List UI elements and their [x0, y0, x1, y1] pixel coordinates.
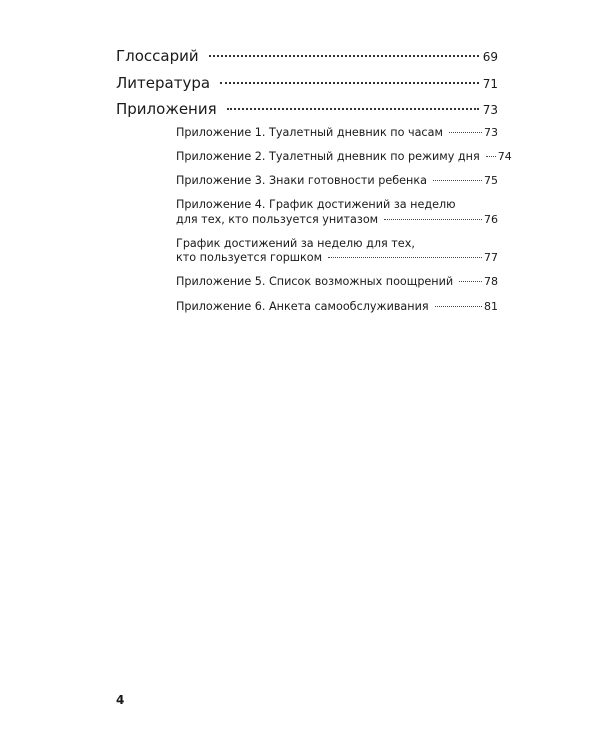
appendix-entry-1[interactable]: [176, 126, 498, 141]
appendix-page: 73: [484, 125, 498, 139]
appendix-entry-2[interactable]: [176, 149, 512, 165]
page-number: 4: [116, 693, 125, 707]
appendix-title: Приложение 3. Знаки готовности ребенка: [176, 173, 427, 187]
toc-entry-glossary[interactable]: [116, 46, 498, 73]
toc-entry-page: 73: [482, 103, 498, 117]
dot-leader: [220, 82, 479, 84]
appendix-title: Приложение 6. Анкета самообслуживания: [176, 299, 429, 313]
appendix-title-line: Приложение 4. График достижений за неделю: [176, 198, 456, 212]
dot-leader: [227, 108, 479, 110]
appendix-title-line: для тех, кто пользуется унитазом: [176, 212, 379, 226]
appendix-entry-3[interactable]: [176, 174, 498, 189]
appendix-page: 78: [484, 275, 498, 289]
dot-leader: [209, 55, 479, 57]
appendix-title-line: График достижений за неделю для тех,: [176, 236, 415, 250]
table-of-contents: [116, 46, 512, 324]
dot-leader: [384, 219, 482, 220]
toc-entry-appendices[interactable]: [116, 99, 498, 126]
appendix-title-line: кто пользуется горшком: [176, 251, 323, 265]
dot-leader: [328, 257, 482, 258]
appendix-list: [176, 125, 512, 315]
appendix-entry-6[interactable]: [176, 300, 498, 315]
dot-leader: [486, 156, 496, 157]
dot-leader: [459, 281, 482, 282]
toc-entry-title: Глоссарий: [116, 47, 199, 65]
appendix-title: Приложение 2. Туалетный дневник по режиму дня: [176, 149, 480, 163]
dot-leader: [449, 132, 482, 133]
dot-leader: [433, 180, 482, 181]
toc-entry-title: Приложения: [116, 100, 217, 118]
appendix-entry-5[interactable]: [176, 275, 498, 290]
appendix-title: Приложение 5. Список возможных поощрений: [176, 275, 454, 289]
appendix-entry-4[interactable]: [176, 198, 498, 227]
toc-entry-page: 69: [482, 50, 498, 64]
appendix-entry-4b[interactable]: [176, 237, 498, 266]
dot-leader: [435, 306, 482, 307]
appendix-page: 75: [484, 173, 498, 187]
appendix-title: Приложение 1. Туалетный дневник по часам: [176, 125, 443, 139]
appendix-page: 77: [484, 251, 498, 265]
toc-entry-title: Литература: [116, 73, 211, 92]
appendix-page: 76: [484, 212, 498, 226]
toc-entry-literature[interactable]: [116, 73, 498, 100]
appendix-page: 74: [497, 149, 512, 163]
toc-entry-page: 71: [482, 76, 498, 91]
appendix-page: 81: [484, 299, 498, 313]
